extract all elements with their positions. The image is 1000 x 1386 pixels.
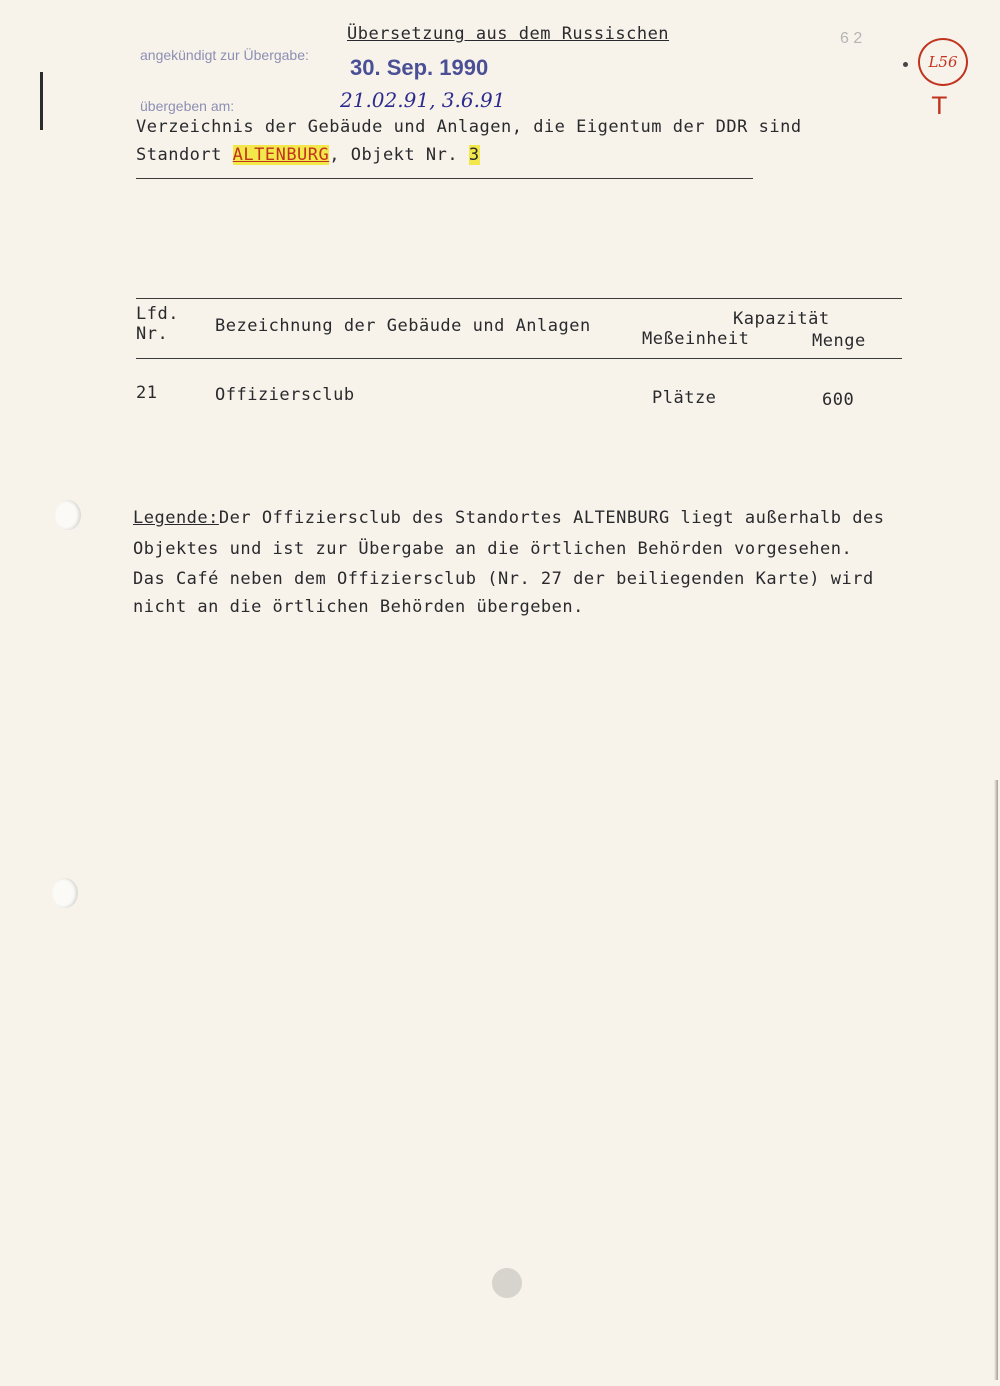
document-title: Übersetzung aus dem Russischen [347, 24, 670, 44]
row-name: Offiziersclub [215, 385, 355, 405]
standort-prefix: Standort [136, 145, 222, 165]
announced-label: angekündigt zur Übergabe: [140, 47, 309, 63]
row-unit: Plätze [652, 388, 717, 408]
row-qty: 600 [822, 390, 855, 410]
punch-hole-top [55, 500, 81, 530]
handed-label: übergeben am: [140, 98, 235, 114]
legend-line-1 [133, 508, 884, 528]
punch-hole-bottom [52, 878, 78, 908]
announced-date-stamp: 30. Sep. 1990 [350, 55, 489, 80]
col-capacity-header: Kapazität [733, 309, 830, 329]
row-nr: 21 [136, 383, 158, 403]
location-highlight: ALTENBURG [232, 145, 330, 165]
legend-line-2: Objektes und ist zur Übergabe an die örtlichen Behörden vorgesehen. [133, 539, 853, 559]
legend-line-3: Das Café neben dem Offiziersclub (Nr. 27 der beiliegenden Karte) wird [133, 569, 874, 589]
handed-dates-handwritten: 21.02.91, 3.6.91 [340, 88, 506, 112]
circled-code-text: L56 [928, 53, 958, 71]
legend-line-4: nicht an die örtlichen Behörden übergeben. [133, 597, 584, 617]
table-header-rule [136, 358, 902, 359]
col-nr-header-top: Lfd. [136, 304, 179, 324]
bullet-dot [903, 62, 908, 67]
header-rule [136, 178, 753, 179]
col-unit-header: Meßeinheit [642, 329, 750, 349]
location-line [136, 145, 480, 165]
objekt-number: 3 [468, 145, 480, 165]
legend-text-1: Der Offiziersclub des Standortes ALTENBURG liegt außerhalb des [218, 508, 885, 528]
circled-code [918, 38, 968, 86]
col-nr-header-bottom: Nr. [136, 324, 169, 344]
document-heading: Verzeichnis der Gebäude und Anlagen, die Eigentum der DDR sind [136, 117, 802, 137]
col-qty-header: Menge [812, 331, 866, 351]
table-row [0, 383, 1000, 413]
left-edge-mark [40, 72, 43, 130]
col-name-header: Bezeichnung der Gebäude und Anlagen [215, 316, 591, 336]
right-edge-shadow [994, 780, 998, 1380]
bleed-through-smudge [492, 1268, 522, 1298]
objekt-label: , Objekt Nr. [329, 145, 459, 165]
legend-label: Legende: [133, 508, 219, 528]
corner-letter: T [932, 92, 947, 120]
table-top-rule [136, 298, 902, 299]
pencil-note: 6 2 [840, 30, 863, 47]
